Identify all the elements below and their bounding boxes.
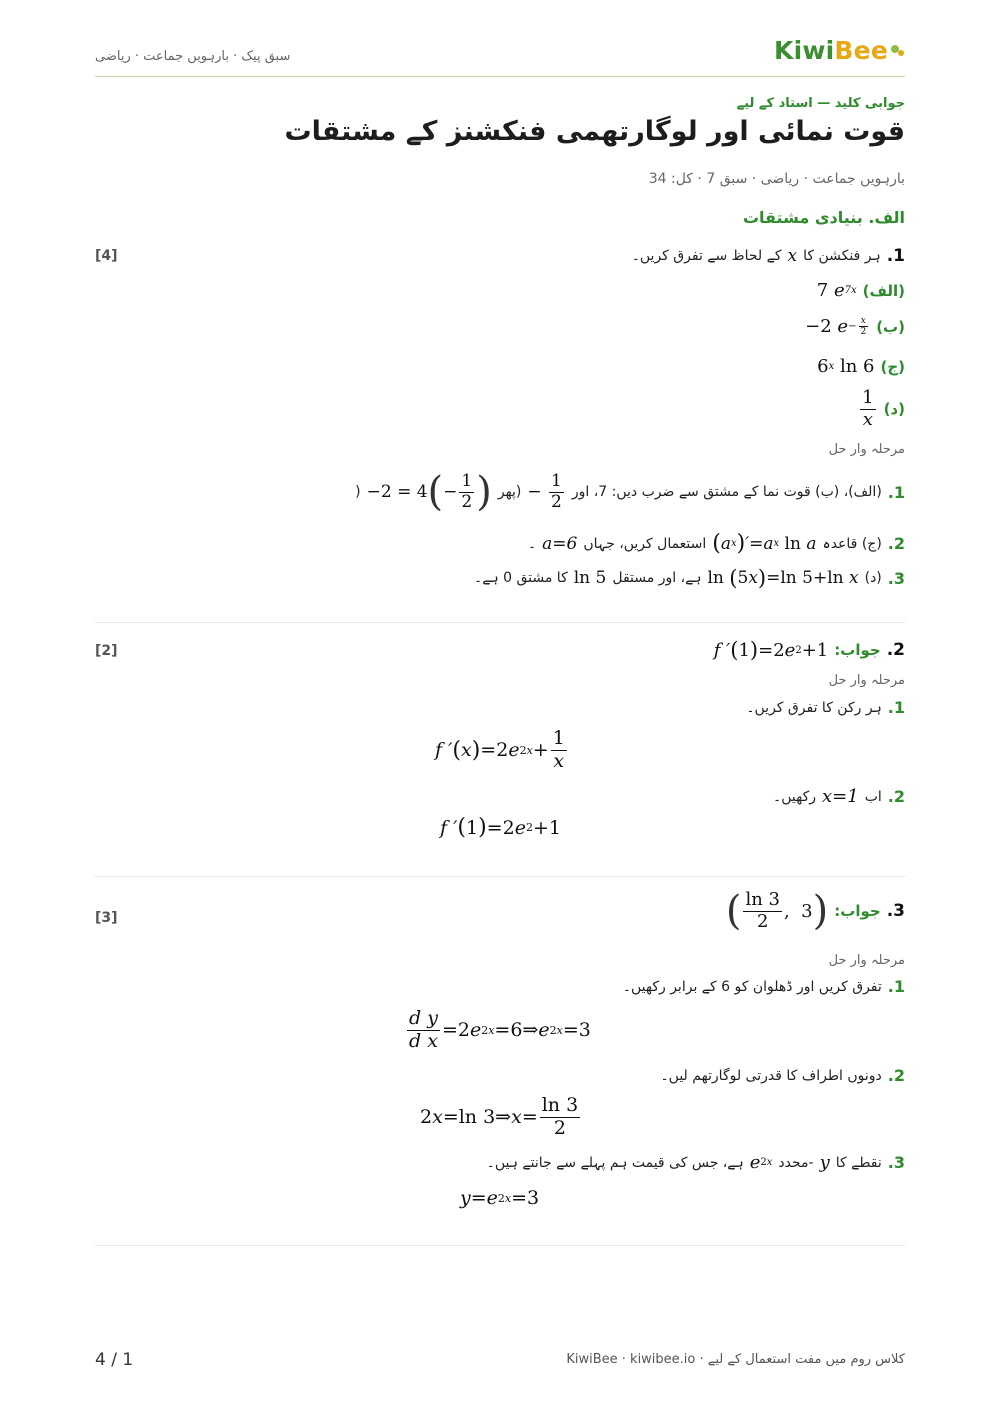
- q1-part-c: [817, 356, 905, 377]
- q2-step-1: [746, 698, 905, 717]
- kiwibee-logo: [774, 36, 905, 65]
- q3-step-2-text: دونوں اطراف کا قدرتی لوگارتھم لیں۔: [660, 1067, 882, 1084]
- q1-part-a-answer: 7 e 7x: [816, 280, 857, 301]
- q1-step-1-eq2: −2 = 4 ( − $\frac{1}{2}$ ): [366, 469, 492, 516]
- q1-part-d-label: (د): [883, 400, 905, 419]
- q3-step-3: [487, 1152, 905, 1173]
- q2-answer-label: جواب:: [834, 641, 881, 659]
- q1-part-d: [858, 388, 905, 430]
- q3-step-3-number: 3.: [887, 1153, 905, 1172]
- q1-part-b-answer: −2 e − $\frac{x}{2}$: [805, 316, 867, 338]
- q3-step-1-eq: $\frac{\text{d y}}{\text{d x}}$ =2 e 2x =6⇒ e 2x =3: [409, 1007, 591, 1052]
- logo-kiwi: Kiwi: [774, 36, 835, 65]
- q1-step-2-value: a=6: [542, 533, 578, 554]
- q1-step-3-ln5: ln 5: [573, 568, 607, 588]
- logo-dots-icon: [891, 43, 905, 59]
- q1-step-3: [474, 566, 905, 590]
- q1-marks: [4]: [95, 248, 118, 264]
- q2-steps-label: مرحلہ وار حل: [828, 673, 905, 688]
- divider-2: [95, 876, 905, 877]
- header-divider: [95, 76, 905, 77]
- q3-step-1: [623, 977, 905, 996]
- q1-step-1-text-b: (پھر: [497, 484, 522, 501]
- q2-step-2-number: 2.: [887, 787, 905, 806]
- q2-step-2-text-c: رکھیں۔: [773, 788, 817, 805]
- q3-answer-line: [725, 888, 905, 935]
- q3-marks: [3]: [95, 910, 118, 926]
- q3-step-2-eq: 2 x =ln 3⇒ x = $\frac{\ln 3}{2}$: [420, 1094, 579, 1139]
- q1-step-3-eq: ln ( 5 x ) =ln 5+ln x: [707, 566, 859, 590]
- q2-marks: [2]: [95, 643, 118, 659]
- q1-step-3-text-b: ہے، اور مستقل: [612, 570, 702, 586]
- q1-step-2-rule: ( a x ) ′ = a x ln a: [712, 531, 817, 556]
- q2-step-1-eq: f ′ ( x ) =2 e 2x + $\frac{1}{x}$: [435, 727, 565, 772]
- lesson-meta: بارہویں جماعت · ریاضی · سبق 7 · کل: 34: [648, 171, 905, 187]
- q1-part-d-answer: $\frac{1}{x}$: [862, 387, 874, 430]
- q1-prompt: [632, 246, 905, 266]
- q1-step-1-eq1: − $\frac{1}{2}$: [527, 471, 562, 512]
- q1-step-1-text-a: (الف)، (ب) قوت نما کے مشتق سے ضرب دیں: 7، اور: [571, 484, 882, 501]
- q2-answer: f ′ ( 1 ) =2 e 2 +1: [713, 638, 829, 662]
- page-title: قوت نمائی اور لوگارتھمی فنکشنز کے مشتقات: [284, 116, 905, 147]
- q1-step-1-number: 1.: [887, 482, 905, 502]
- q1-part-a-label: (الف): [862, 281, 905, 300]
- q3-step-2-number: 2.: [887, 1066, 905, 1085]
- q3-step-3-text-b: -محدد: [778, 1154, 814, 1171]
- q1-step-3-number: 3.: [887, 568, 905, 588]
- q3-steps-label: مرحلہ وار حل: [828, 953, 905, 968]
- q1-part-a: [817, 280, 905, 301]
- q2-number: 2.: [886, 640, 905, 660]
- q1-prompt-end: کے لحاظ سے تفرق کریں۔: [631, 248, 782, 264]
- q3-step-1-number: 1.: [887, 977, 905, 996]
- q3-number: 3.: [886, 901, 905, 922]
- q1-step-3-text-d: کا مشتق 0 ہے۔: [474, 570, 568, 586]
- q1-step-2-text-a: (ج) قاعدہ: [822, 535, 882, 552]
- q1-part-c-answer: 6 x ln 6: [817, 356, 875, 377]
- q1-part-b-label: (ب): [876, 317, 905, 336]
- q1-step-2-number: 2.: [887, 534, 905, 553]
- q1-step-1: [355, 469, 905, 516]
- q1-number: 1.: [886, 246, 905, 266]
- q2-step-2: [773, 786, 905, 807]
- q2-step-2-text-a: اب: [864, 788, 882, 805]
- q1-part-b: [805, 316, 905, 338]
- page-number: 4 / 1: [95, 1350, 134, 1370]
- q3-answer-label: جواب:: [834, 902, 881, 921]
- answer-key-kicker: جوابی کلید — استاد کے لیے: [736, 96, 905, 111]
- q1-step-2: [528, 531, 905, 556]
- q1-step-3-text-a: (د): [864, 570, 882, 586]
- q1-part-c-label: (ج): [880, 357, 905, 376]
- q2-step-2-eq: f ′ ( 1 ) =2 e 2 +1: [440, 815, 561, 840]
- footer-credit: کلاس روم میں مفت استعمال کے لیے · KiwiBee · kiwibee.io: [566, 1352, 905, 1367]
- logo-bee: Bee: [834, 36, 888, 65]
- q1-prompt-text: ہر فنکشن کا: [803, 248, 881, 264]
- q1-step-1-text-c: (: [355, 484, 361, 501]
- q3-step-3-text-a: نقطے کا: [835, 1154, 882, 1171]
- q2-step-1-number: 1.: [887, 698, 905, 717]
- q3-answer: ( $\frac{\ln 3}{2}$ , 3 ): [725, 888, 829, 935]
- q1-prompt-var: x: [787, 246, 798, 266]
- breadcrumb: سبق پیک · بارہویں جماعت · ریاضی: [95, 49, 291, 64]
- divider-1: [95, 622, 905, 623]
- q2-step-1-text: ہر رکن کا تفرق کریں۔: [746, 699, 882, 716]
- q3-step-3-text-c: ہے، جس کی قیمت ہم پہلے سے جانتے ہیں۔: [486, 1154, 744, 1171]
- q3-step-2: [660, 1066, 905, 1085]
- q2-step-2-value: x=1: [822, 786, 859, 807]
- q1-step-2-text-d: ۔: [527, 535, 537, 552]
- q1-step-2-text-b: استعمال کریں، جہاں: [583, 535, 707, 552]
- divider-3: [95, 1245, 905, 1246]
- q3-step-3-var: y: [819, 1152, 830, 1173]
- q1-steps-label: مرحلہ وار حل: [828, 442, 905, 457]
- q3-step-3-expr: e 2x: [749, 1152, 773, 1173]
- section-heading: الف. بنیادی مشتقات: [742, 208, 905, 227]
- q3-step-1-text: تفرق کریں اور ڈھلوان کو 6 کے برابر رکھیں۔: [622, 978, 882, 995]
- q3-step-3-eq: y = e 2x =3: [460, 1187, 540, 1209]
- q2-answer-line: [714, 638, 905, 662]
